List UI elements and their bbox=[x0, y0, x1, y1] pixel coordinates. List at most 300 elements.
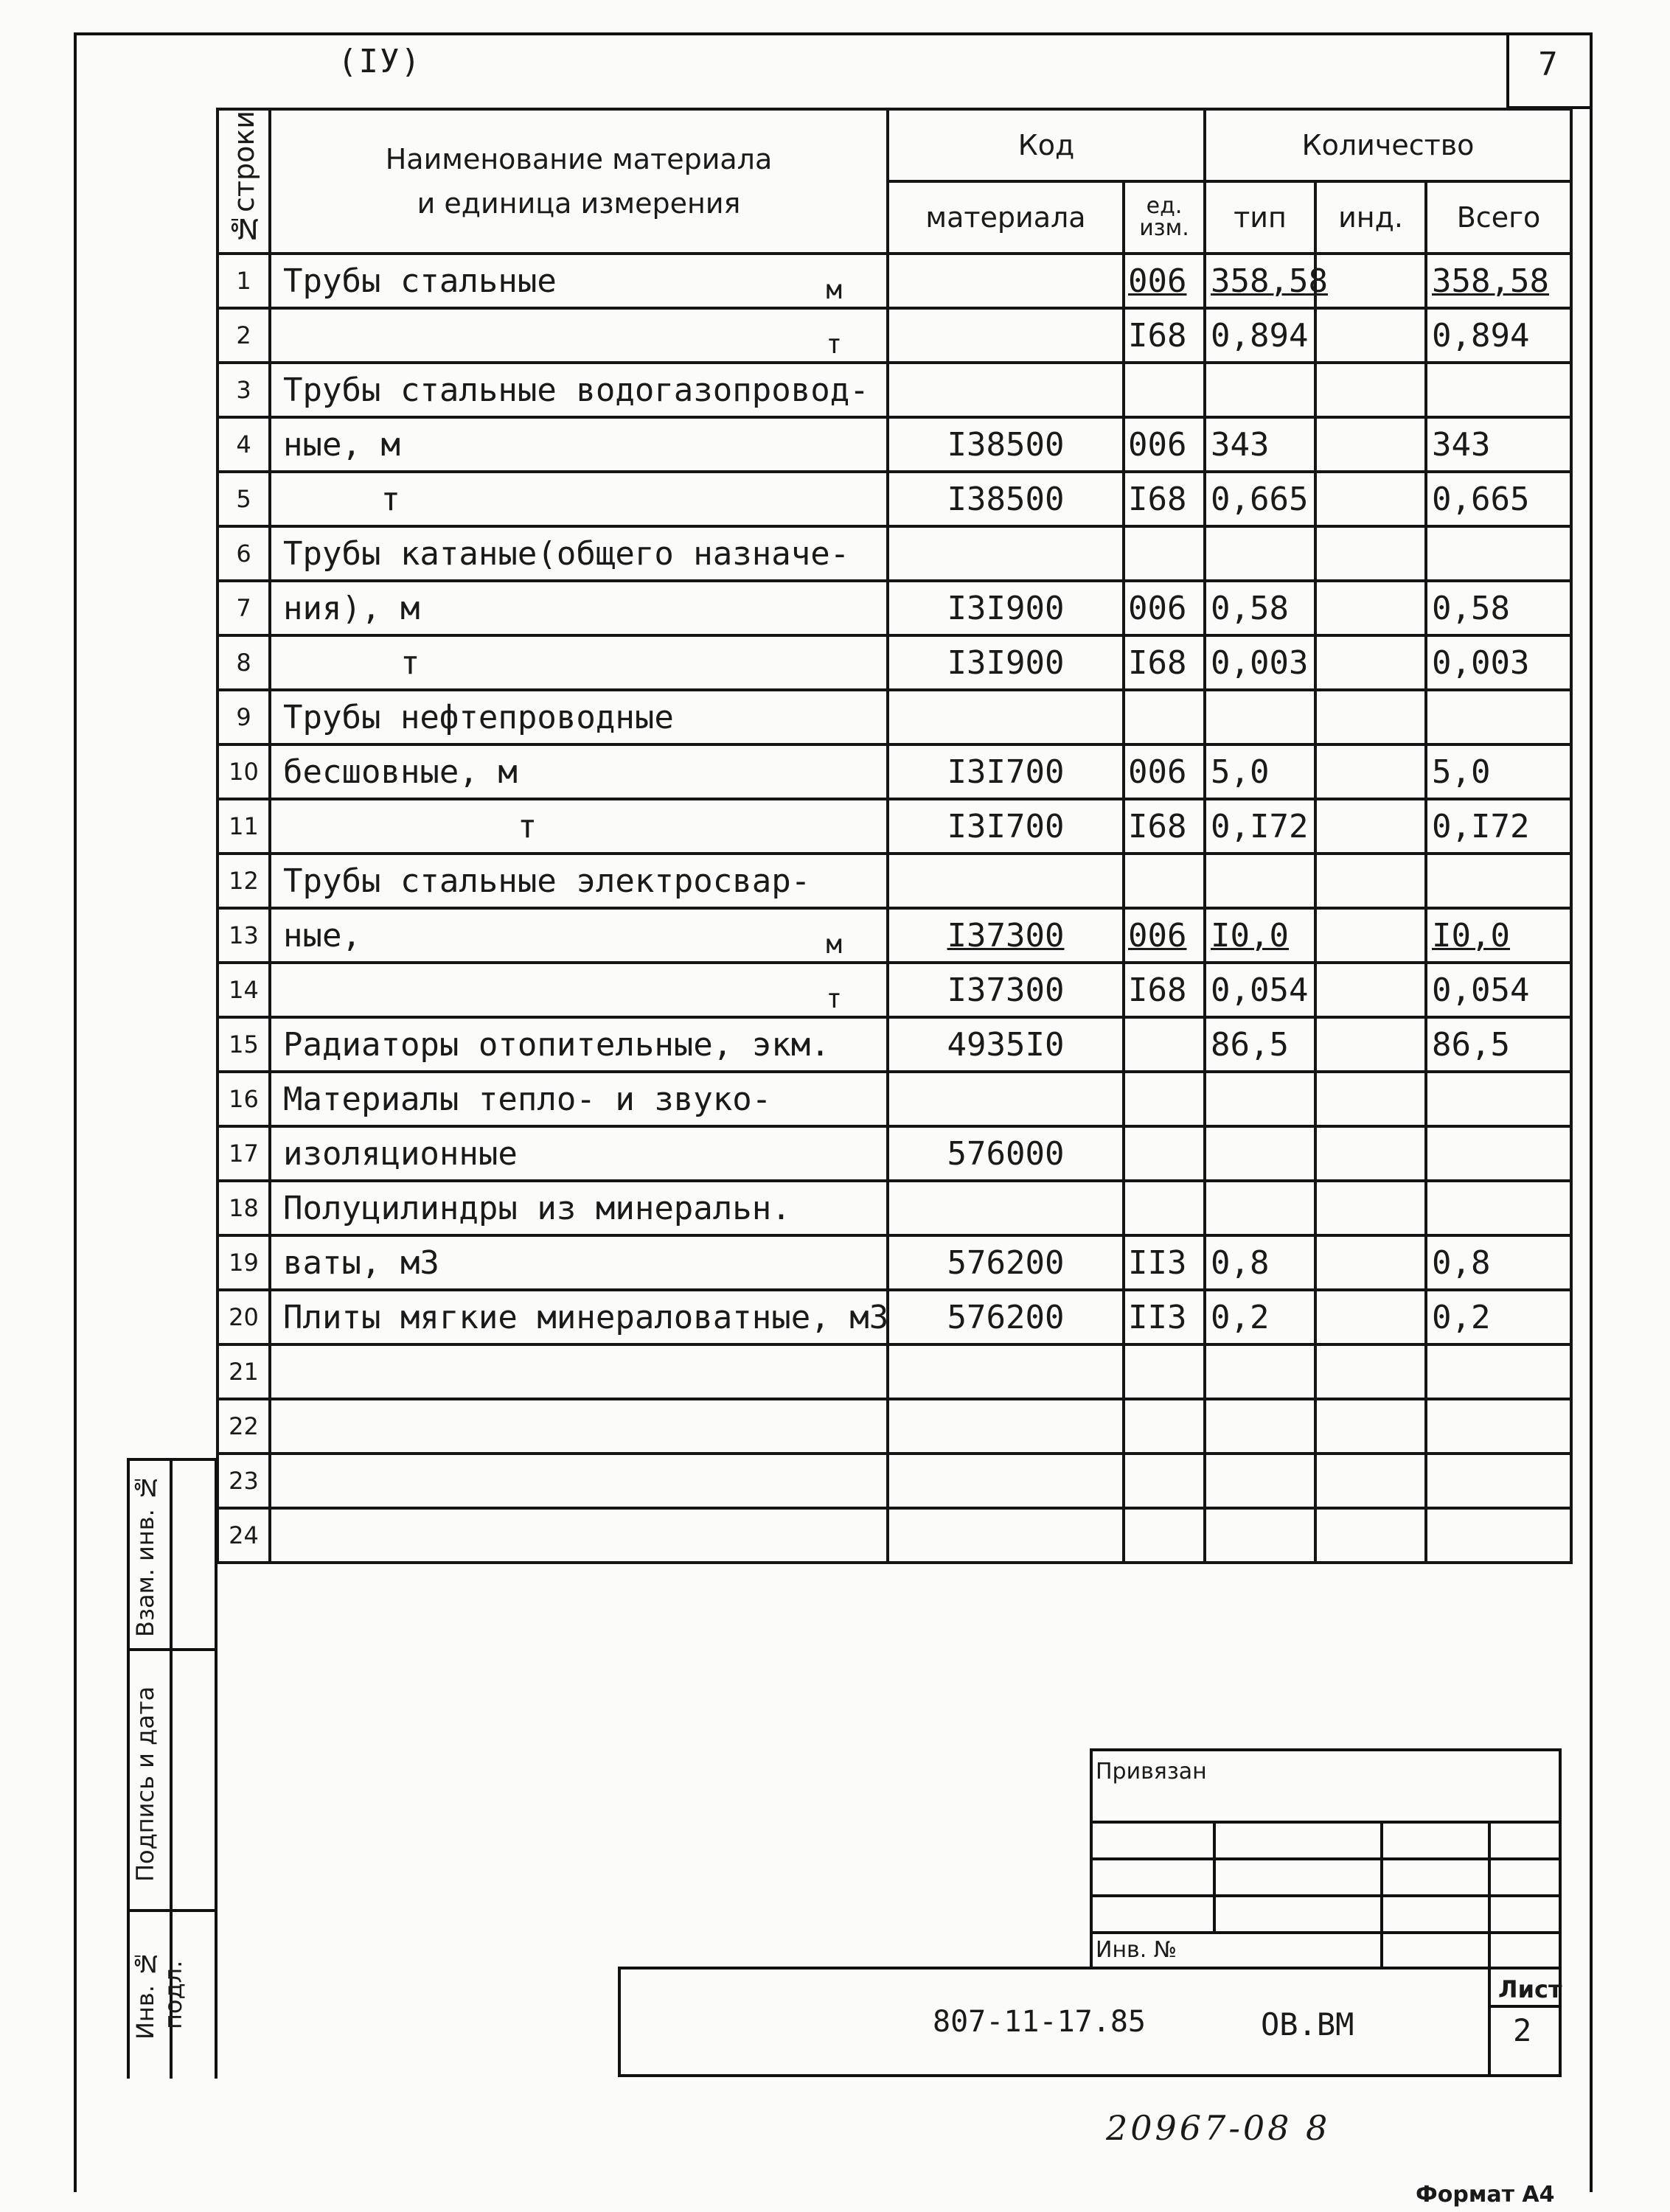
material-code bbox=[888, 308, 1124, 363]
quantity-ind bbox=[1315, 799, 1426, 854]
material-name-text: т bbox=[283, 643, 420, 682]
unit-code bbox=[1124, 1017, 1205, 1072]
section-label: (IУ) bbox=[338, 43, 422, 80]
quantity-total bbox=[1426, 690, 1571, 744]
table-row bbox=[218, 1399, 1571, 1454]
unit-mark: м bbox=[826, 929, 842, 960]
material-code bbox=[888, 254, 1124, 308]
unit-code bbox=[1124, 472, 1205, 526]
table-row bbox=[218, 1017, 1571, 1072]
quantity-typ-text: 0,003 bbox=[1211, 643, 1309, 682]
material-name-text: т bbox=[283, 480, 400, 518]
material-code-text: 576200 bbox=[947, 1298, 1065, 1336]
table-row bbox=[218, 308, 1571, 363]
material-code bbox=[888, 1508, 1124, 1563]
material-code bbox=[888, 690, 1124, 744]
quantity-typ bbox=[1205, 363, 1315, 417]
quantity-typ bbox=[1205, 1126, 1315, 1181]
quantity-ind bbox=[1315, 1454, 1426, 1508]
quantity-ind bbox=[1315, 635, 1426, 690]
unit-code bbox=[1124, 1344, 1205, 1399]
material-name bbox=[270, 254, 888, 308]
material-name-text: Радиаторы отопительные, экм. bbox=[283, 1025, 830, 1064]
material-name bbox=[270, 1181, 888, 1235]
quantity-total-text: 5,0 bbox=[1432, 753, 1491, 791]
inv-no-label: Инв. № bbox=[1096, 1937, 1177, 1963]
quantity-typ bbox=[1205, 1017, 1315, 1072]
row-number bbox=[218, 854, 270, 908]
quantity-typ-text: 358,58 bbox=[1211, 262, 1328, 300]
row-number-text: 6 bbox=[236, 540, 251, 568]
quantity-typ bbox=[1205, 472, 1315, 526]
material-name-text: ные, bbox=[283, 916, 361, 955]
material-code-text: I37300 bbox=[947, 971, 1065, 1009]
row-number-text: 7 bbox=[236, 594, 251, 622]
row-number bbox=[218, 417, 270, 472]
table-row bbox=[218, 1344, 1571, 1399]
quantity-typ bbox=[1205, 1181, 1315, 1235]
quantity-total-text: 343 bbox=[1432, 425, 1491, 464]
row-number-text: 2 bbox=[236, 321, 251, 349]
unit-code bbox=[1124, 1235, 1205, 1290]
unit-mark: м bbox=[826, 275, 842, 305]
quantity-ind bbox=[1315, 744, 1426, 799]
material-code-text: I38500 bbox=[947, 425, 1065, 464]
row-number-text: 19 bbox=[229, 1249, 259, 1277]
table-row bbox=[218, 254, 1571, 308]
attached-label: Привязан bbox=[1096, 1759, 1207, 1784]
row-number-text: 15 bbox=[229, 1030, 259, 1058]
row-number bbox=[218, 744, 270, 799]
quantity-typ bbox=[1205, 908, 1315, 963]
material-name bbox=[270, 908, 888, 963]
quantity-typ bbox=[1205, 308, 1315, 363]
material-name bbox=[270, 526, 888, 581]
quantity-total-text: 0,58 bbox=[1432, 589, 1510, 627]
quantity-total bbox=[1426, 1290, 1571, 1344]
material-code-text: I3I900 bbox=[947, 589, 1065, 627]
material-name bbox=[270, 417, 888, 472]
row-number bbox=[218, 799, 270, 854]
table-row bbox=[218, 581, 1571, 635]
table-row bbox=[218, 908, 1571, 963]
title-block-divider bbox=[1488, 1967, 1491, 2077]
materials-table bbox=[216, 108, 1573, 1564]
quantity-typ bbox=[1205, 1508, 1315, 1563]
quantity-total-text: 0,8 bbox=[1432, 1243, 1491, 1282]
table-row bbox=[218, 1454, 1571, 1508]
quantity-group-header: Количество bbox=[1205, 109, 1571, 181]
quantity-typ bbox=[1205, 799, 1315, 854]
quantity-total bbox=[1426, 1126, 1571, 1181]
ind-header: инд. bbox=[1315, 181, 1426, 254]
quantity-total-text: I0,0 bbox=[1432, 916, 1510, 955]
name-header: Наименование материала и единица измерения bbox=[270, 109, 888, 254]
quantity-total bbox=[1426, 308, 1571, 363]
quantity-total bbox=[1426, 526, 1571, 581]
material-code-header: материала bbox=[888, 181, 1124, 254]
quantity-total-text: 86,5 bbox=[1432, 1025, 1510, 1064]
unit-code bbox=[1124, 1181, 1205, 1235]
unit-code bbox=[1124, 526, 1205, 581]
quantity-typ-text: 0,58 bbox=[1211, 589, 1289, 627]
unit-code bbox=[1124, 363, 1205, 417]
row-number bbox=[218, 635, 270, 690]
row-number bbox=[218, 1017, 270, 1072]
material-code bbox=[888, 526, 1124, 581]
quantity-ind bbox=[1315, 472, 1426, 526]
material-name bbox=[270, 1017, 888, 1072]
row-number-text: 18 bbox=[229, 1194, 259, 1222]
quantity-typ-text: 0,054 bbox=[1211, 971, 1309, 1009]
unit-code bbox=[1124, 1508, 1205, 1563]
unit-code bbox=[1124, 1454, 1205, 1508]
table-row bbox=[218, 472, 1571, 526]
table-row bbox=[218, 1508, 1571, 1563]
unit-code bbox=[1124, 1399, 1205, 1454]
row-number-text: 10 bbox=[229, 758, 259, 786]
row-number-text: 21 bbox=[229, 1358, 259, 1386]
quantity-typ bbox=[1205, 581, 1315, 635]
unit-code-text: I68 bbox=[1128, 807, 1187, 845]
quantity-typ bbox=[1205, 417, 1315, 472]
orig-inv-label: Инв. № подл. bbox=[131, 1949, 187, 2040]
material-name bbox=[270, 1399, 888, 1454]
material-name bbox=[270, 690, 888, 744]
material-name-text: т bbox=[283, 807, 537, 845]
quantity-total bbox=[1426, 1072, 1571, 1126]
unit-mark: т bbox=[826, 329, 842, 360]
quantity-ind bbox=[1315, 1126, 1426, 1181]
row-number bbox=[218, 1290, 270, 1344]
quantity-total-text: 0,054 bbox=[1432, 971, 1530, 1009]
quantity-total bbox=[1426, 1017, 1571, 1072]
quantity-total-text: 0,003 bbox=[1432, 643, 1530, 682]
material-name bbox=[270, 581, 888, 635]
material-code bbox=[888, 1454, 1124, 1508]
table-row bbox=[218, 799, 1571, 854]
material-code bbox=[888, 908, 1124, 963]
stamp-line bbox=[1090, 1857, 1562, 1860]
material-name-text: Трубы стальные bbox=[283, 262, 557, 300]
material-code-text: 576000 bbox=[947, 1134, 1065, 1173]
quantity-typ-text: 5,0 bbox=[1211, 753, 1270, 791]
material-name bbox=[270, 363, 888, 417]
row-number bbox=[218, 1181, 270, 1235]
unit-code bbox=[1124, 908, 1205, 963]
total-header: Всего bbox=[1426, 181, 1571, 254]
material-code-text: I3I700 bbox=[947, 753, 1065, 791]
row-number bbox=[218, 1454, 270, 1508]
quantity-typ-text: 86,5 bbox=[1211, 1025, 1289, 1064]
quantity-ind bbox=[1315, 1181, 1426, 1235]
stamp-line bbox=[1090, 1931, 1562, 1934]
quantity-ind bbox=[1315, 1017, 1426, 1072]
quantity-total bbox=[1426, 254, 1571, 308]
quantity-typ bbox=[1205, 635, 1315, 690]
quantity-total bbox=[1426, 963, 1571, 1017]
document-suffix: ОВ.ВМ bbox=[1261, 2006, 1354, 2042]
material-code bbox=[888, 1235, 1124, 1290]
row-number-text: 12 bbox=[229, 867, 259, 895]
quantity-typ bbox=[1205, 690, 1315, 744]
document-code: 807-11-17.85 bbox=[933, 2005, 1146, 2039]
quantity-total bbox=[1426, 1399, 1571, 1454]
unit-code bbox=[1124, 799, 1205, 854]
material-name bbox=[270, 1290, 888, 1344]
quantity-total bbox=[1426, 1181, 1571, 1235]
material-code bbox=[888, 581, 1124, 635]
material-name bbox=[270, 854, 888, 908]
row-number-text: 3 bbox=[236, 376, 251, 404]
signature-date-label: Подпись и дата bbox=[131, 1686, 159, 1882]
stamp-vline bbox=[1488, 1821, 1491, 1968]
unit-code bbox=[1124, 1072, 1205, 1126]
material-code-text: 4935I0 bbox=[947, 1025, 1065, 1064]
quantity-total bbox=[1426, 908, 1571, 963]
unit-code-text: 006 bbox=[1128, 753, 1187, 791]
material-name-text: Трубы стальные водогазопровод- bbox=[283, 371, 869, 409]
table-row bbox=[218, 690, 1571, 744]
unit-code bbox=[1124, 854, 1205, 908]
archive-number: 20967-08 8 bbox=[1106, 2108, 1331, 2148]
material-name bbox=[270, 472, 888, 526]
row-number bbox=[218, 1126, 270, 1181]
table-row bbox=[218, 1072, 1571, 1126]
material-name bbox=[270, 635, 888, 690]
quantity-total bbox=[1426, 1344, 1571, 1399]
material-code bbox=[888, 417, 1124, 472]
table-row bbox=[218, 1126, 1571, 1181]
sheet-value: 2 bbox=[1513, 2012, 1532, 2048]
row-number bbox=[218, 1072, 270, 1126]
stamp-line bbox=[1090, 1821, 1562, 1824]
quantity-total bbox=[1426, 799, 1571, 854]
quantity-typ-text: 0,894 bbox=[1211, 316, 1309, 355]
quantity-total bbox=[1426, 635, 1571, 690]
material-code-text: I38500 bbox=[947, 480, 1065, 518]
material-code-text: 576200 bbox=[947, 1243, 1065, 1282]
quantity-typ bbox=[1205, 526, 1315, 581]
quantity-typ bbox=[1205, 1235, 1315, 1290]
table-row bbox=[218, 1235, 1571, 1290]
quantity-ind bbox=[1315, 1508, 1426, 1563]
material-name-text: бесшовные, м bbox=[283, 753, 518, 791]
unit-code bbox=[1124, 963, 1205, 1017]
stamp-vline bbox=[1380, 1821, 1383, 1968]
quantity-typ bbox=[1205, 963, 1315, 1017]
row-number-text: 20 bbox=[229, 1303, 259, 1331]
quantity-total bbox=[1426, 744, 1571, 799]
material-name bbox=[270, 1072, 888, 1126]
material-code bbox=[888, 744, 1124, 799]
material-name bbox=[270, 963, 888, 1017]
table-row bbox=[218, 417, 1571, 472]
title-block-divider bbox=[1488, 2005, 1562, 2008]
quantity-typ bbox=[1205, 854, 1315, 908]
sheet-number: 7 bbox=[1538, 46, 1558, 83]
material-code-text: I3I700 bbox=[947, 807, 1065, 845]
code-group-header: Код bbox=[888, 109, 1205, 181]
quantity-typ-text: 0,I72 bbox=[1211, 807, 1309, 845]
row-number-header: №строки bbox=[218, 109, 270, 254]
row-number bbox=[218, 526, 270, 581]
replace-inv-label: Взам. инв. № bbox=[131, 1473, 159, 1637]
quantity-ind bbox=[1315, 417, 1426, 472]
material-name-text: Плиты мягкие минераловатные, м3 bbox=[283, 1298, 889, 1336]
stamp-line bbox=[1090, 1894, 1562, 1897]
quantity-typ bbox=[1205, 744, 1315, 799]
material-name bbox=[270, 744, 888, 799]
material-name bbox=[270, 1454, 888, 1508]
quantity-ind bbox=[1315, 690, 1426, 744]
quantity-typ-text: 0,8 bbox=[1211, 1243, 1270, 1282]
row-number-text: 14 bbox=[229, 976, 259, 1004]
row-number-text: 1 bbox=[236, 267, 251, 295]
row-number-text: 9 bbox=[236, 703, 251, 731]
table-row bbox=[218, 1181, 1571, 1235]
material-name bbox=[270, 1126, 888, 1181]
row-number bbox=[218, 1344, 270, 1399]
material-code bbox=[888, 1399, 1124, 1454]
sheet-label: Лист bbox=[1498, 1975, 1562, 2003]
material-code-text: I3I900 bbox=[947, 643, 1065, 682]
row-number-text: 22 bbox=[229, 1412, 259, 1440]
row-number-text: 4 bbox=[236, 430, 251, 458]
quantity-ind bbox=[1315, 908, 1426, 963]
quantity-total-text: 0,894 bbox=[1432, 316, 1530, 355]
material-code-text: I37300 bbox=[947, 916, 1065, 955]
quantity-typ bbox=[1205, 1290, 1315, 1344]
row-number bbox=[218, 908, 270, 963]
material-name-text: ные, м bbox=[283, 425, 400, 464]
row-number bbox=[218, 363, 270, 417]
quantity-total bbox=[1426, 363, 1571, 417]
unit-code-header: ед. изм. bbox=[1124, 181, 1205, 254]
quantity-total-text: 0,665 bbox=[1432, 480, 1530, 518]
material-name-text: изоляционные bbox=[283, 1134, 518, 1173]
row-number-text: 17 bbox=[229, 1140, 259, 1168]
row-number bbox=[218, 1508, 270, 1563]
quantity-ind bbox=[1315, 1072, 1426, 1126]
row-number bbox=[218, 472, 270, 526]
row-number bbox=[218, 690, 270, 744]
unit-code bbox=[1124, 1290, 1205, 1344]
row-number-text: 8 bbox=[236, 649, 251, 677]
row-number bbox=[218, 1235, 270, 1290]
unit-code-text: 006 bbox=[1128, 589, 1187, 627]
quantity-ind bbox=[1315, 308, 1426, 363]
quantity-ind bbox=[1315, 1399, 1426, 1454]
material-name-text: Полуцилиндры из минеральн. bbox=[283, 1189, 791, 1227]
material-code bbox=[888, 363, 1124, 417]
material-code bbox=[888, 1017, 1124, 1072]
quantity-typ bbox=[1205, 1072, 1315, 1126]
quantity-typ-text: 0,665 bbox=[1211, 480, 1309, 518]
unit-code-text: I68 bbox=[1128, 480, 1187, 518]
unit-code bbox=[1124, 635, 1205, 690]
material-name-text: Трубы нефтепроводные bbox=[283, 698, 674, 736]
table-row bbox=[218, 363, 1571, 417]
row-number bbox=[218, 308, 270, 363]
material-name bbox=[270, 1235, 888, 1290]
quantity-ind bbox=[1315, 854, 1426, 908]
row-number bbox=[218, 254, 270, 308]
row-number-text: 23 bbox=[229, 1467, 259, 1495]
material-name-text: ваты, м3 bbox=[283, 1243, 439, 1282]
material-code bbox=[888, 963, 1124, 1017]
material-code bbox=[888, 1072, 1124, 1126]
quantity-typ-text: 0,2 bbox=[1211, 1298, 1270, 1336]
row-number-text: 5 bbox=[236, 485, 251, 513]
unit-code bbox=[1124, 744, 1205, 799]
quantity-total bbox=[1426, 417, 1571, 472]
material-code bbox=[888, 1181, 1124, 1235]
material-code bbox=[888, 854, 1124, 908]
table-row bbox=[218, 854, 1571, 908]
material-code bbox=[888, 635, 1124, 690]
unit-code bbox=[1124, 254, 1205, 308]
quantity-ind bbox=[1315, 254, 1426, 308]
quantity-ind bbox=[1315, 1344, 1426, 1399]
row-number-text: 13 bbox=[229, 921, 259, 949]
table-row bbox=[218, 635, 1571, 690]
quantity-total bbox=[1426, 581, 1571, 635]
material-name bbox=[270, 1508, 888, 1563]
stamp-vline bbox=[1213, 1821, 1216, 1931]
row-number bbox=[218, 963, 270, 1017]
table-row bbox=[218, 1290, 1571, 1344]
unit-code-text: 006 bbox=[1128, 425, 1187, 464]
unit-code-text: I68 bbox=[1128, 971, 1187, 1009]
unit-mark: т bbox=[826, 984, 842, 1014]
quantity-total bbox=[1426, 1508, 1571, 1563]
format-label: Формат А4 bbox=[1416, 2182, 1555, 2208]
material-name-text: ния), м bbox=[283, 589, 420, 627]
table-row bbox=[218, 744, 1571, 799]
row-number-text: 11 bbox=[229, 812, 259, 840]
unit-code-text: II3 bbox=[1128, 1298, 1187, 1336]
quantity-ind bbox=[1315, 1235, 1426, 1290]
quantity-ind bbox=[1315, 526, 1426, 581]
unit-code bbox=[1124, 1126, 1205, 1181]
typ-header: тип bbox=[1205, 181, 1315, 254]
quantity-ind bbox=[1315, 363, 1426, 417]
material-code bbox=[888, 1344, 1124, 1399]
quantity-total bbox=[1426, 854, 1571, 908]
unit-code bbox=[1124, 690, 1205, 744]
quantity-typ bbox=[1205, 254, 1328, 308]
material-code bbox=[888, 1290, 1124, 1344]
quantity-typ-text: I0,0 bbox=[1211, 916, 1289, 955]
table-row bbox=[218, 526, 1571, 581]
material-code bbox=[888, 1126, 1124, 1181]
quantity-typ-text: 343 bbox=[1211, 425, 1270, 464]
quantity-total-text: 0,I72 bbox=[1432, 807, 1530, 845]
unit-code bbox=[1124, 581, 1205, 635]
material-name bbox=[270, 799, 888, 854]
row-number-text: 16 bbox=[229, 1085, 259, 1113]
quantity-total bbox=[1426, 1235, 1571, 1290]
unit-code bbox=[1124, 308, 1205, 363]
unit-code bbox=[1124, 417, 1205, 472]
material-name-text: Трубы катаные(общего назначе- bbox=[283, 534, 850, 573]
material-name bbox=[270, 308, 888, 363]
quantity-total bbox=[1426, 1454, 1571, 1508]
material-name bbox=[270, 1344, 888, 1399]
material-code bbox=[888, 799, 1124, 854]
unit-code-text: 006 bbox=[1128, 916, 1187, 955]
